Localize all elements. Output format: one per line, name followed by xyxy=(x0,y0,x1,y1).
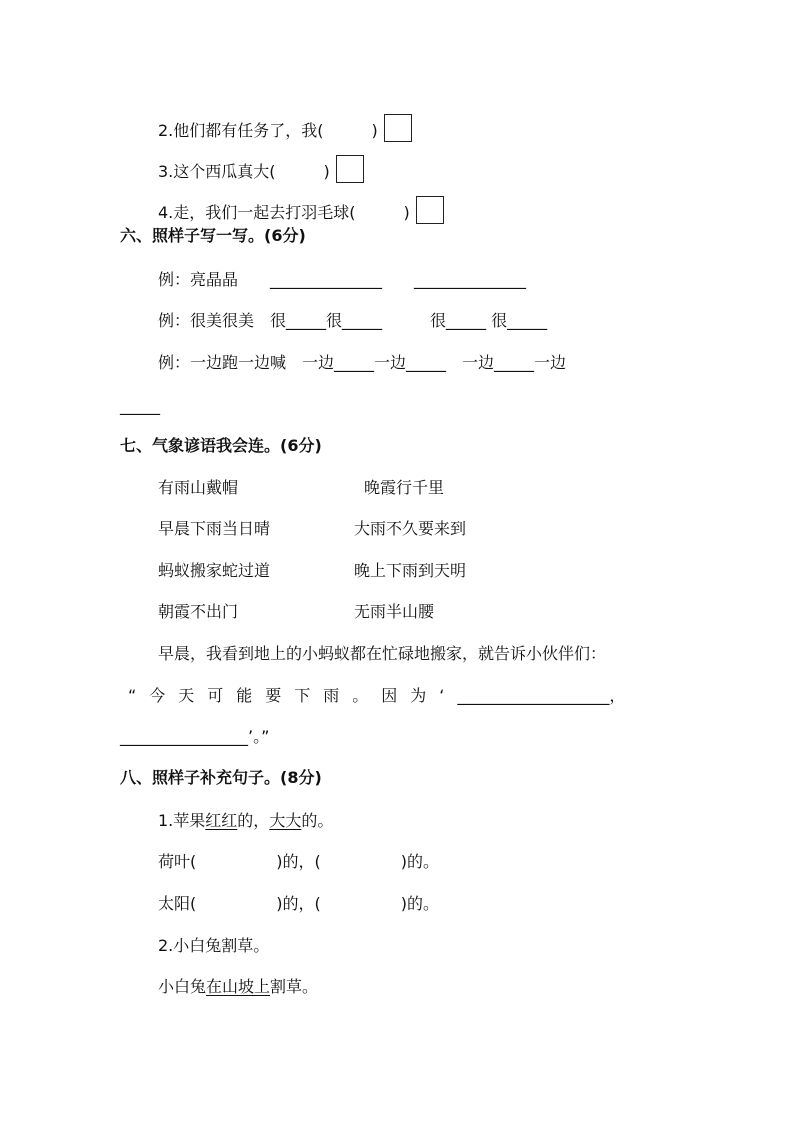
example-3: 例：一边跑一边喊 一边_____一边_____ 一边_____一边 xyxy=(158,353,567,372)
sentence-example-2: 2.小白兔割草。 xyxy=(158,936,270,955)
question-3-text: 3.这个西瓜真大( ) xyxy=(158,162,330,181)
sentence-example-2-expanded xyxy=(158,977,318,997)
question-2 xyxy=(158,114,412,142)
section-8-title: 八、照样子补充句子。(8分) xyxy=(120,768,322,787)
reason-blank[interactable]: ___________________， xyxy=(457,686,626,705)
proverb-right-2: 大雨不久要来到 xyxy=(354,519,467,538)
paragraph-line-2 xyxy=(128,686,625,706)
sentence-1b[interactable]: 太阳( )的，( )的。 xyxy=(158,894,439,913)
s1-mid: 的， xyxy=(237,811,270,830)
proverb-left-3: 蚂蚁搬家蛇过道 xyxy=(158,561,271,580)
paragraph-line-1: 早晨，我看到地上的小蚂蚁都在忙碌地搬家，就告诉小伙伴们： xyxy=(158,644,607,663)
question-4-text: 4.走，我们一起去打羽毛球( ) xyxy=(158,203,410,222)
proverb-left-4: 朝霞不出门 xyxy=(158,602,239,621)
example-2: 例：很美很美 很_____很_____ 很_____ 很_____ xyxy=(158,311,548,330)
s1-end: 的。 xyxy=(301,811,334,830)
sentence-example-1 xyxy=(158,811,333,831)
answer-box[interactable] xyxy=(336,155,364,183)
sentence-1a[interactable]: 荷叶( )的，( )的。 xyxy=(158,852,439,871)
proverb-right-1: 晚霞行千里 xyxy=(364,478,445,497)
example-3-continuation: _____ xyxy=(120,396,160,415)
paragraph-line-3[interactable]: ________________’。” xyxy=(120,727,270,746)
s2-prefix: 小白兔 xyxy=(158,977,207,996)
proverb-left-2: 早晨下雨当日晴 xyxy=(158,519,271,538)
question-3 xyxy=(158,155,364,183)
proverb-right-4: 无雨半山腰 xyxy=(354,602,435,621)
s1-underlined-2: 大大 xyxy=(269,811,302,830)
s2-underlined: 在山坡上 xyxy=(206,977,271,996)
s1-underlined-1: 红红 xyxy=(205,811,238,830)
proverb-left-1: 有雨山戴帽 xyxy=(158,478,239,497)
s2-end: 割草。 xyxy=(270,977,319,996)
answer-box[interactable] xyxy=(384,114,412,142)
proverb-right-3: 晚上下雨到天明 xyxy=(354,561,467,580)
example-1: 例：亮晶晶 ______________ ______________ xyxy=(158,270,527,289)
section-6-title: 六、照样子写一写。(6分) xyxy=(120,226,306,245)
question-2-text: 2.他们都有任务了，我( ) xyxy=(158,121,378,140)
question-4 xyxy=(158,196,444,224)
answer-box[interactable] xyxy=(416,196,444,224)
paragraph-line-2-text: “今天可能要下雨。因为‘ xyxy=(128,686,458,705)
section-7-title: 七、气象谚语我会连。(6分) xyxy=(120,436,322,455)
s1-prefix: 1.苹果 xyxy=(158,811,206,830)
